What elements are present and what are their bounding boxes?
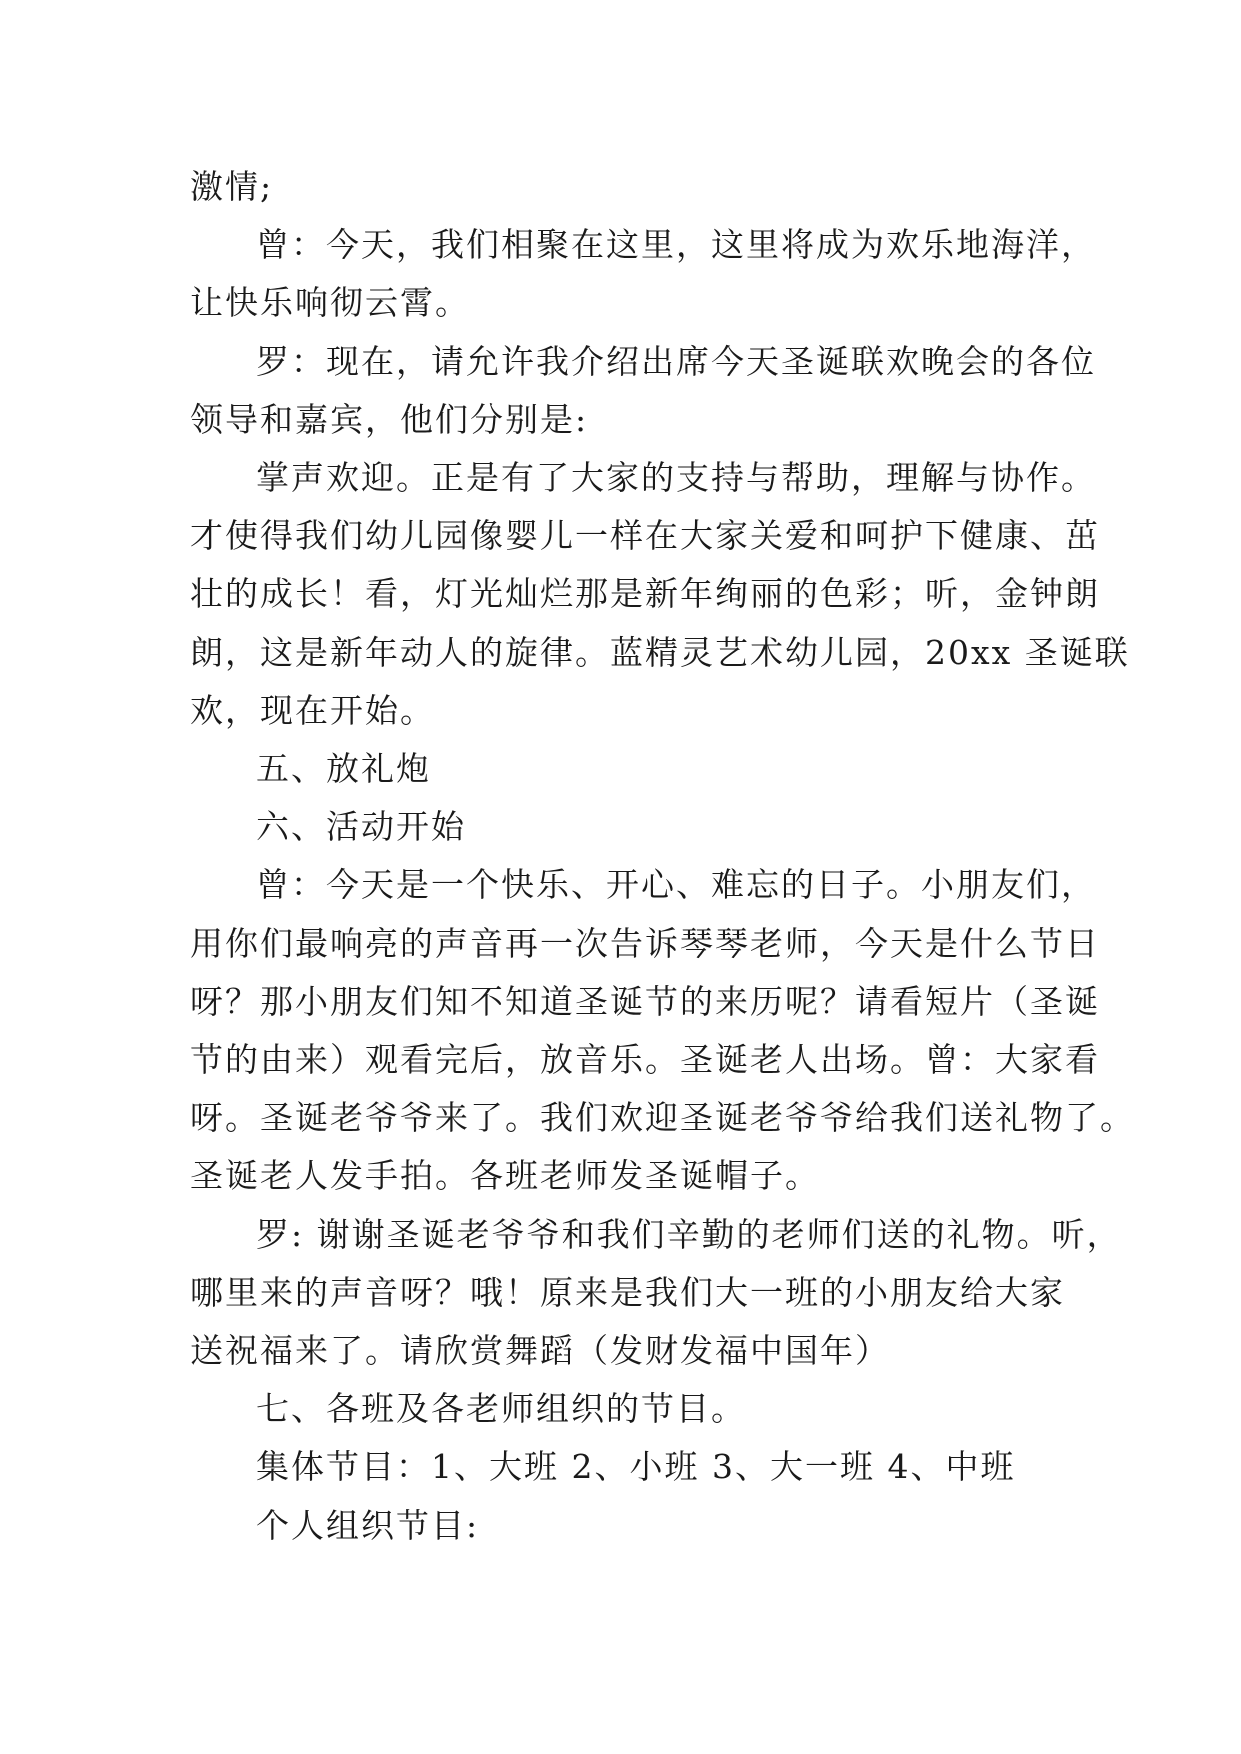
text-line: 领导和嘉宾，他们分别是: (190, 399, 589, 439)
paragraph (190, 1380, 1070, 1438)
paragraph (190, 216, 1096, 332)
text-line: 圣诞老人发手拍。各班老师发圣诞帽子。 (190, 1156, 820, 1196)
text-line: 五、放礼炮 (256, 749, 431, 789)
text-line: 集体节目：1、大班 2、小班 3、大一班 4、中班 (256, 1447, 1016, 1487)
text-line: 欢，现在开始。 (190, 690, 435, 730)
text-line: 用你们最响亮的声音再一次告诉琴琴老师，今天是什么节日 (190, 923, 1100, 963)
paragraph (190, 158, 1070, 216)
text-line: 让快乐响彻云霄。 (190, 283, 470, 323)
paragraph (190, 449, 1130, 740)
text-line: 曾：今天是一个快乐、开心、难忘的日子。小朋友们， (256, 865, 1096, 905)
paragraph (190, 1438, 1070, 1496)
text-line: 曾：今天，我们相聚在这里，这里将成为欢乐地海洋， (256, 225, 1096, 265)
paragraph (190, 333, 1096, 449)
text-line: 六、活动开始 (256, 807, 466, 847)
text-line: 呀？那小朋友们知不知道圣诞节的来历呢？请看短片（圣诞 (190, 981, 1100, 1021)
text-line: 罗：现在，请允许我介绍出席今天圣诞联欢晚会的各位 (256, 341, 1096, 381)
text-line: 朗，这是新年动人的旋律。蓝精灵艺术幼儿园，20xx 圣诞联 (190, 632, 1130, 672)
text-line: 激情; (190, 167, 274, 206)
text-line: 壮的成长！看，灯光灿烂那是新年绚丽的色彩；听，金钟朗 (190, 574, 1100, 614)
text-line: 节的由来）观看完后，放音乐。圣诞老人出场。曾：大家看 (190, 1040, 1100, 1080)
text-line: 掌声欢迎。正是有了大家的支持与帮助，理解与协作。 (256, 458, 1096, 498)
text-line: 哪里来的声音呀？哦！原来是我们大一班的小朋友给大家 (190, 1272, 1065, 1312)
paragraph (190, 1497, 1070, 1555)
text-line: 七、各班及各老师组织的节目。 (256, 1389, 746, 1429)
text-line: 罗: 谢谢圣诞老爷爷和我们辛勤的老师们送的礼物。听， (256, 1214, 1122, 1254)
text-line: 呀。圣诞老爷爷来了。我们欢迎圣诞老爷爷给我们送礼物了。 (190, 1098, 1135, 1138)
text-line: 才使得我们幼儿园像婴儿一样在大家关爱和呵护下健康、茁 (190, 516, 1100, 556)
paragraph (190, 798, 1070, 856)
document-body (190, 158, 1135, 1555)
paragraph (190, 740, 1070, 798)
text-line: 个人组织节目: (256, 1505, 480, 1545)
paragraph (190, 856, 1135, 1205)
paragraph (190, 1206, 1122, 1381)
text-line: 送祝福来了。请欣赏舞蹈（发财发福中国年） (190, 1331, 890, 1371)
